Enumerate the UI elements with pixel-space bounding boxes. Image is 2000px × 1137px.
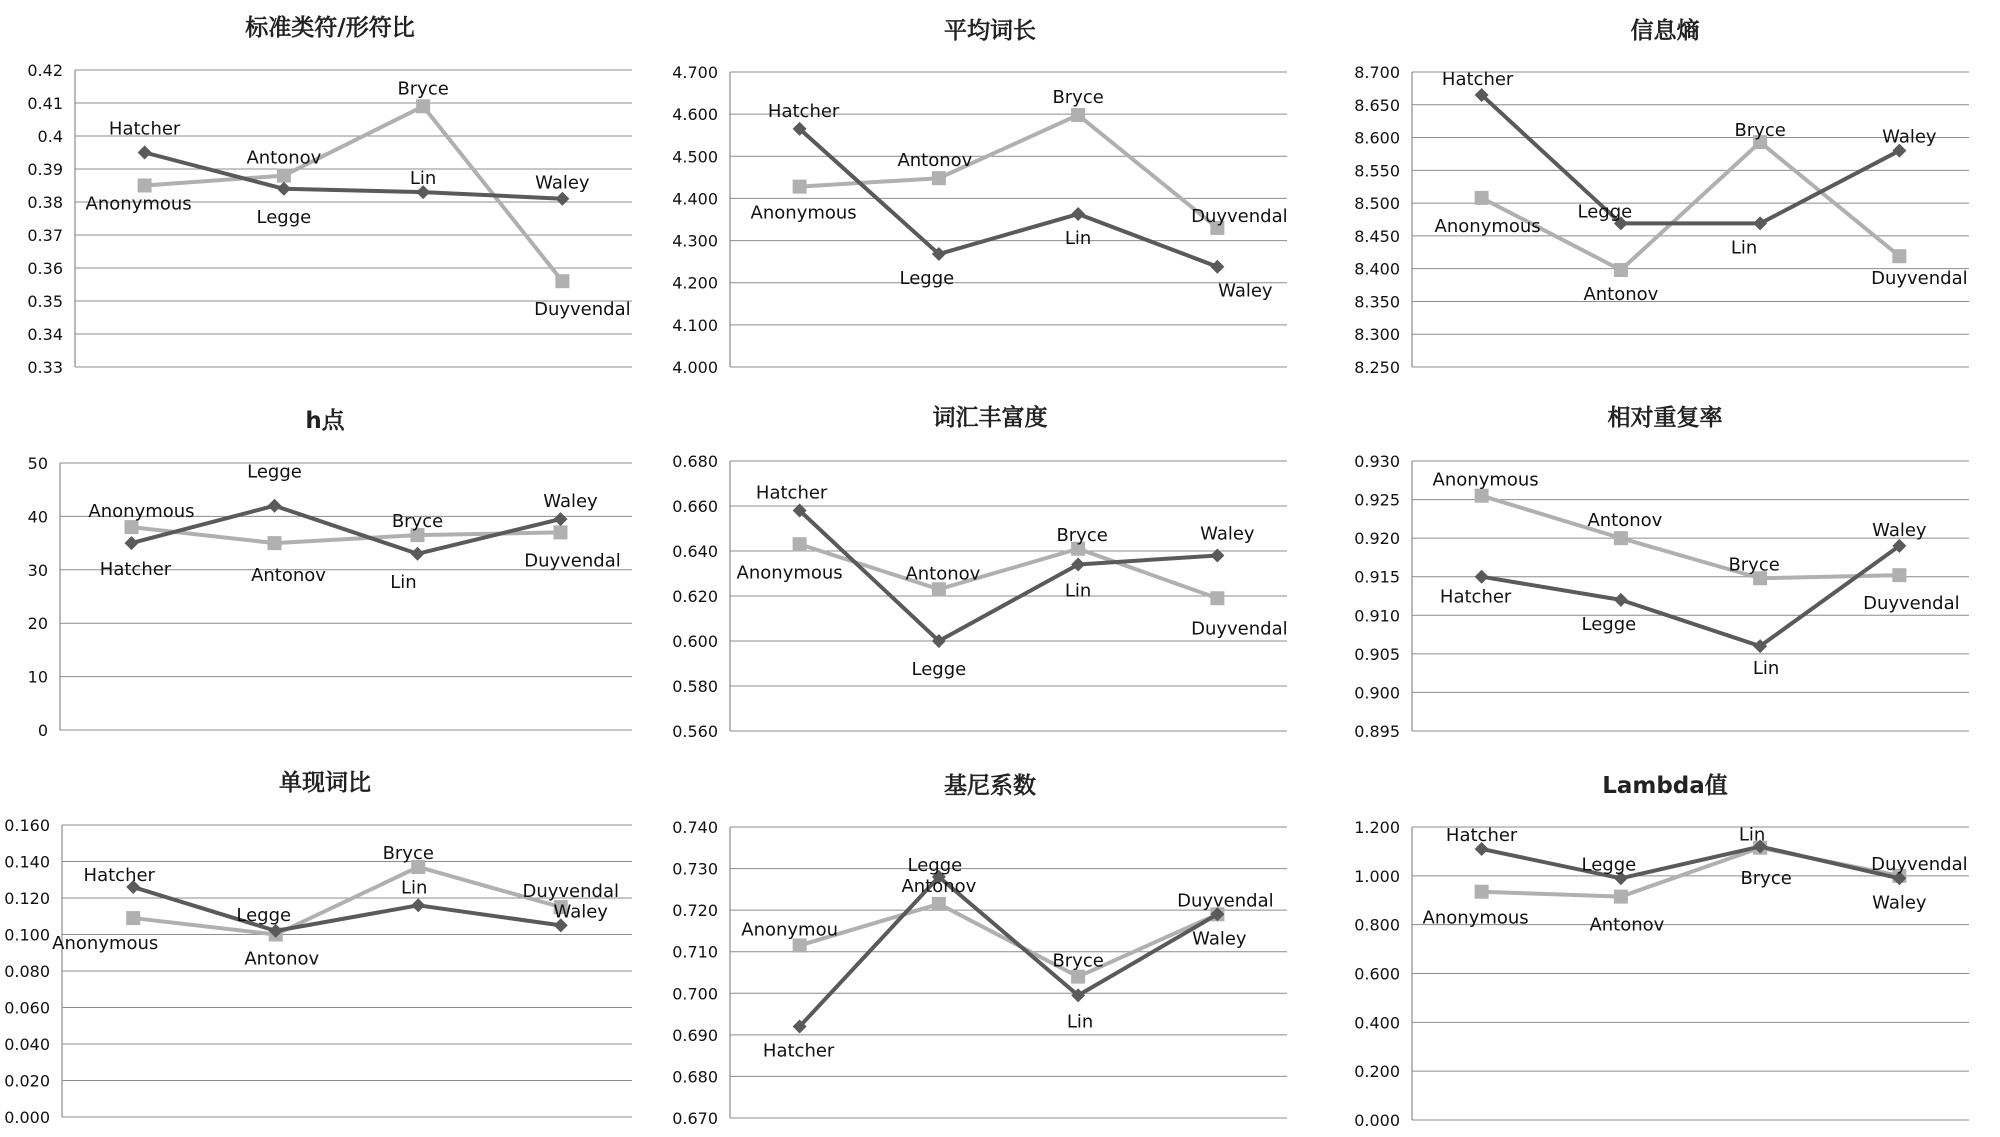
y-tick-label: 0.37 — [27, 226, 63, 245]
y-tick-label: 0.000 — [4, 1108, 50, 1127]
point-label: Antonov — [251, 565, 326, 587]
y-tick-label: 0.400 — [1354, 1013, 1400, 1033]
series-line — [800, 115, 1218, 228]
point-label: Legge — [899, 268, 955, 290]
y-tick-label: 0.915 — [1354, 567, 1400, 587]
series-line — [800, 129, 1218, 267]
point-label: Bryce — [1052, 950, 1104, 972]
y-tick-label: 8.650 — [1354, 95, 1400, 115]
point-label: Bryce — [382, 842, 434, 864]
y-tick-label: 0.080 — [4, 962, 50, 981]
data-point — [1475, 570, 1489, 584]
y-tick-label: 4.600 — [672, 105, 718, 125]
y-tick-label: 0.040 — [4, 1035, 50, 1054]
y-tick-label: 8.250 — [1354, 358, 1400, 377]
point-label: Hatcher — [1439, 586, 1512, 608]
data-point — [1892, 249, 1906, 263]
y-tick-label: 8.350 — [1354, 292, 1400, 312]
chart-panel-4 — [672, 404, 1287, 741]
point-label: Lin — [1064, 228, 1092, 250]
chart-panel-6 — [4, 769, 632, 1127]
point-label: Waley — [1872, 519, 1927, 541]
point-label: Lin — [1066, 1011, 1094, 1033]
chart-panel-3 — [28, 407, 632, 740]
y-tick-label: 0.42 — [27, 61, 63, 80]
y-tick-label: 0.930 — [1354, 452, 1400, 471]
chart-title: 单现词比 — [279, 770, 371, 796]
data-point — [1475, 885, 1489, 899]
chart-panel-7 — [672, 772, 1287, 1128]
series-line — [1482, 848, 1900, 897]
point-label: Bryce — [1734, 120, 1786, 142]
point-label: Waley — [535, 172, 590, 194]
point-label: Legge — [911, 659, 967, 680]
point-label: Hatcher — [767, 100, 840, 122]
y-tick-label: 4.300 — [672, 231, 718, 251]
y-tick-label: 8.400 — [1354, 259, 1400, 279]
y-tick-label: 0.38 — [27, 193, 63, 212]
y-tick-label: 0.680 — [672, 1067, 718, 1087]
point-label: Waley — [1218, 280, 1273, 302]
data-point — [125, 520, 139, 534]
point-label: Lin — [1738, 824, 1766, 846]
y-tick-label: 0.640 — [672, 542, 718, 561]
y-tick-label: 8.600 — [1354, 128, 1400, 148]
y-tick-label: 0.680 — [672, 452, 718, 471]
point-label: Anonymous — [750, 202, 857, 224]
point-label: Waley — [543, 491, 598, 513]
data-point — [555, 274, 569, 288]
data-point — [1614, 263, 1628, 277]
y-tick-label: 4.400 — [672, 189, 718, 209]
y-tick-label: 8.550 — [1354, 161, 1400, 181]
data-point — [1753, 216, 1767, 230]
y-tick-label: 0.660 — [672, 497, 718, 516]
y-tick-label: 0.600 — [672, 632, 718, 651]
y-tick-label: 1.000 — [1354, 866, 1400, 886]
data-point — [277, 182, 291, 196]
data-point — [138, 179, 152, 193]
point-label: Waley — [1192, 928, 1247, 950]
point-label: Waley — [1200, 523, 1255, 545]
y-tick-label: 0.020 — [4, 1071, 50, 1091]
data-point — [1071, 108, 1085, 122]
y-tick-label: 0.560 — [672, 722, 718, 741]
y-tick-label: 0.905 — [1354, 644, 1400, 664]
point-label: Duyvendal — [1191, 205, 1288, 227]
y-tick-label: 0.36 — [27, 259, 63, 278]
y-tick-label: 0.690 — [672, 1025, 718, 1045]
y-tick-label: 0.120 — [4, 889, 50, 908]
y-tick-label: 0.35 — [27, 292, 63, 311]
y-tick-label: 0.060 — [4, 998, 50, 1018]
point-label: Hatcher — [1441, 68, 1514, 90]
point-label: Anonymous — [1434, 215, 1541, 237]
data-point — [793, 537, 807, 551]
y-tick-label: 20 — [27, 614, 48, 634]
series-line — [132, 506, 561, 554]
data-point — [555, 192, 569, 206]
data-point — [268, 499, 282, 513]
chart-panel-0 — [27, 14, 632, 377]
chart-panel-1 — [672, 17, 1287, 377]
y-tick-label: 0.910 — [1354, 606, 1400, 626]
point-label: Antonov — [1589, 914, 1665, 936]
point-label: Bryce — [1728, 554, 1780, 576]
point-label: Bryce — [1056, 524, 1108, 546]
point-label: Antonov — [246, 147, 322, 169]
y-tick-label: 0.33 — [27, 358, 63, 377]
y-tick-label: 8.500 — [1354, 194, 1400, 214]
point-label: Duyvendal — [1863, 593, 1960, 615]
y-tick-label: 0.600 — [1354, 964, 1400, 984]
point-label: Hatcher — [108, 118, 181, 140]
series-line — [1482, 496, 1900, 579]
point-label: Antonov — [901, 875, 977, 897]
point-label: Antonov — [905, 563, 981, 585]
y-tick-label: 4.100 — [672, 315, 718, 335]
point-label: Antonov — [897, 150, 973, 172]
y-tick-label: 0.000 — [1354, 1111, 1400, 1130]
data-point — [554, 512, 568, 526]
point-label: Lin — [1730, 237, 1758, 259]
chart-panel-5 — [1354, 404, 1969, 741]
y-tick-label: 0.39 — [27, 160, 63, 179]
point-label: Anonymou — [741, 919, 838, 941]
y-tick-label: 0.34 — [27, 325, 63, 344]
series-line — [133, 867, 561, 935]
data-point — [793, 180, 807, 194]
point-label: Waley — [1872, 892, 1927, 914]
y-tick-label: 0.900 — [1354, 683, 1400, 703]
y-tick-label: 4.200 — [672, 273, 718, 293]
point-label: Hatcher — [83, 865, 155, 887]
y-tick-label: 0.730 — [672, 859, 718, 879]
point-label: Lin — [1752, 658, 1780, 680]
point-label: Duyvendal — [522, 881, 620, 903]
y-tick-label: 0.41 — [27, 94, 63, 113]
y-tick-label: 0.140 — [4, 852, 50, 872]
data-point — [1071, 207, 1085, 221]
series-line — [800, 904, 1218, 977]
y-tick-label: 0.580 — [672, 677, 718, 696]
chart-panel-8 — [1354, 772, 1969, 1130]
point-label: Waley — [553, 901, 608, 923]
y-tick-label: 0.800 — [1354, 915, 1400, 935]
y-tick-label: 8.300 — [1354, 325, 1400, 345]
chart-title: 标准类符/形符比 — [245, 15, 415, 41]
point-label: Hatcher — [755, 482, 828, 504]
point-label: Duyvendal — [1177, 890, 1274, 912]
data-point — [932, 897, 946, 911]
data-point — [932, 171, 946, 185]
data-point — [1475, 191, 1489, 205]
data-point — [126, 911, 140, 925]
chart-title: 相对重复率 — [1607, 405, 1723, 431]
point-label: Bryce — [1052, 86, 1104, 108]
point-label: Legge — [256, 206, 312, 228]
y-tick-label: 0.160 — [4, 816, 50, 835]
y-tick-label: 0.670 — [672, 1109, 718, 1128]
y-tick-label: 0.925 — [1354, 490, 1400, 510]
y-tick-label: 0.895 — [1354, 722, 1400, 741]
chart-title: 词汇丰富度 — [932, 405, 1048, 431]
y-tick-label: 0.920 — [1354, 529, 1400, 549]
data-point — [411, 898, 425, 912]
data-point — [138, 146, 152, 160]
chart-title: 平均词长 — [944, 18, 1036, 44]
data-point — [1210, 260, 1224, 274]
point-label: Hatcher — [99, 559, 172, 581]
chart-title: Lambda值 — [1602, 773, 1728, 799]
point-label: Lin — [390, 571, 417, 593]
point-label: Duyvendal — [524, 550, 621, 572]
point-label: Lin — [1064, 580, 1092, 602]
point-label: Duyvendal — [534, 299, 631, 321]
y-tick-label: 0.200 — [1354, 1062, 1400, 1082]
data-point — [793, 938, 807, 952]
y-tick-label: 4.700 — [672, 63, 718, 82]
y-tick-label: 0.620 — [672, 587, 718, 606]
data-point — [1614, 531, 1628, 545]
chart-title: 基尼系数 — [944, 773, 1036, 799]
y-tick-label: 0.710 — [672, 942, 718, 962]
point-label: Antonov — [1587, 510, 1663, 532]
point-label: Hatcher — [1445, 824, 1518, 846]
chart-title: h点 — [305, 408, 345, 434]
point-label: Anonymous — [736, 562, 843, 584]
point-label: Bryce — [391, 511, 444, 533]
y-tick-label: 4.500 — [672, 147, 718, 167]
point-label: Legge — [1581, 613, 1637, 635]
y-tick-label: 1.200 — [1354, 818, 1400, 837]
point-label: Hatcher — [762, 1040, 835, 1062]
y-tick-label: 0.700 — [672, 984, 718, 1004]
data-point — [1614, 593, 1628, 607]
point-label: Duyvendal — [1871, 268, 1968, 290]
y-tick-label: 8.450 — [1354, 226, 1400, 246]
data-point — [277, 169, 291, 183]
y-tick-label: 0.720 — [672, 901, 718, 921]
point-label: Lin — [401, 877, 428, 899]
data-point — [1071, 970, 1085, 984]
data-point — [416, 99, 430, 113]
point-label: Antonov — [244, 948, 320, 970]
point-label: Lin — [409, 168, 437, 190]
y-tick-label: 10 — [27, 667, 48, 687]
point-label: Bryce — [397, 78, 449, 100]
y-tick-label: 50 — [27, 454, 48, 473]
data-point — [268, 536, 282, 550]
point-label: Duyvendal — [1871, 853, 1968, 875]
y-tick-label: 0 — [37, 721, 48, 740]
y-tick-label: 0.4 — [37, 127, 63, 146]
point-label: Anonymous — [1432, 469, 1539, 491]
chart-panel-2 — [1354, 17, 1969, 377]
chart-title: 信息熵 — [1630, 18, 1700, 44]
point-label: Legge — [1577, 201, 1633, 223]
point-label: Legge — [236, 904, 292, 926]
point-label: Anonymous — [1422, 907, 1529, 929]
data-point — [1614, 890, 1628, 904]
series-line — [1482, 142, 1900, 270]
point-label: Antonov — [1583, 283, 1659, 305]
data-point — [932, 582, 946, 596]
data-point — [554, 525, 568, 539]
point-label: Legge — [1581, 854, 1637, 876]
data-point — [1475, 489, 1489, 503]
point-label: Anonymous — [85, 193, 192, 215]
point-label: Anonymous — [88, 501, 195, 523]
data-point — [1892, 568, 1906, 582]
y-tick-label: 30 — [27, 560, 48, 580]
point-label: Legge — [247, 461, 302, 483]
data-point — [411, 547, 425, 561]
point-label: Anonymous — [52, 933, 159, 955]
data-point — [125, 536, 139, 550]
y-tick-label: 40 — [27, 507, 48, 527]
point-label: Legge — [907, 854, 963, 876]
y-tick-label: 0.740 — [672, 818, 718, 837]
y-tick-label: 8.700 — [1354, 63, 1400, 82]
y-tick-label: 0.100 — [4, 925, 50, 945]
series-line — [1482, 546, 1900, 646]
data-point — [1210, 591, 1224, 605]
point-label: Waley — [1882, 126, 1937, 148]
point-label: Bryce — [1740, 867, 1792, 889]
y-tick-label: 4.000 — [672, 358, 718, 377]
series-line — [145, 153, 563, 199]
point-label: Duyvendal — [1191, 618, 1288, 640]
